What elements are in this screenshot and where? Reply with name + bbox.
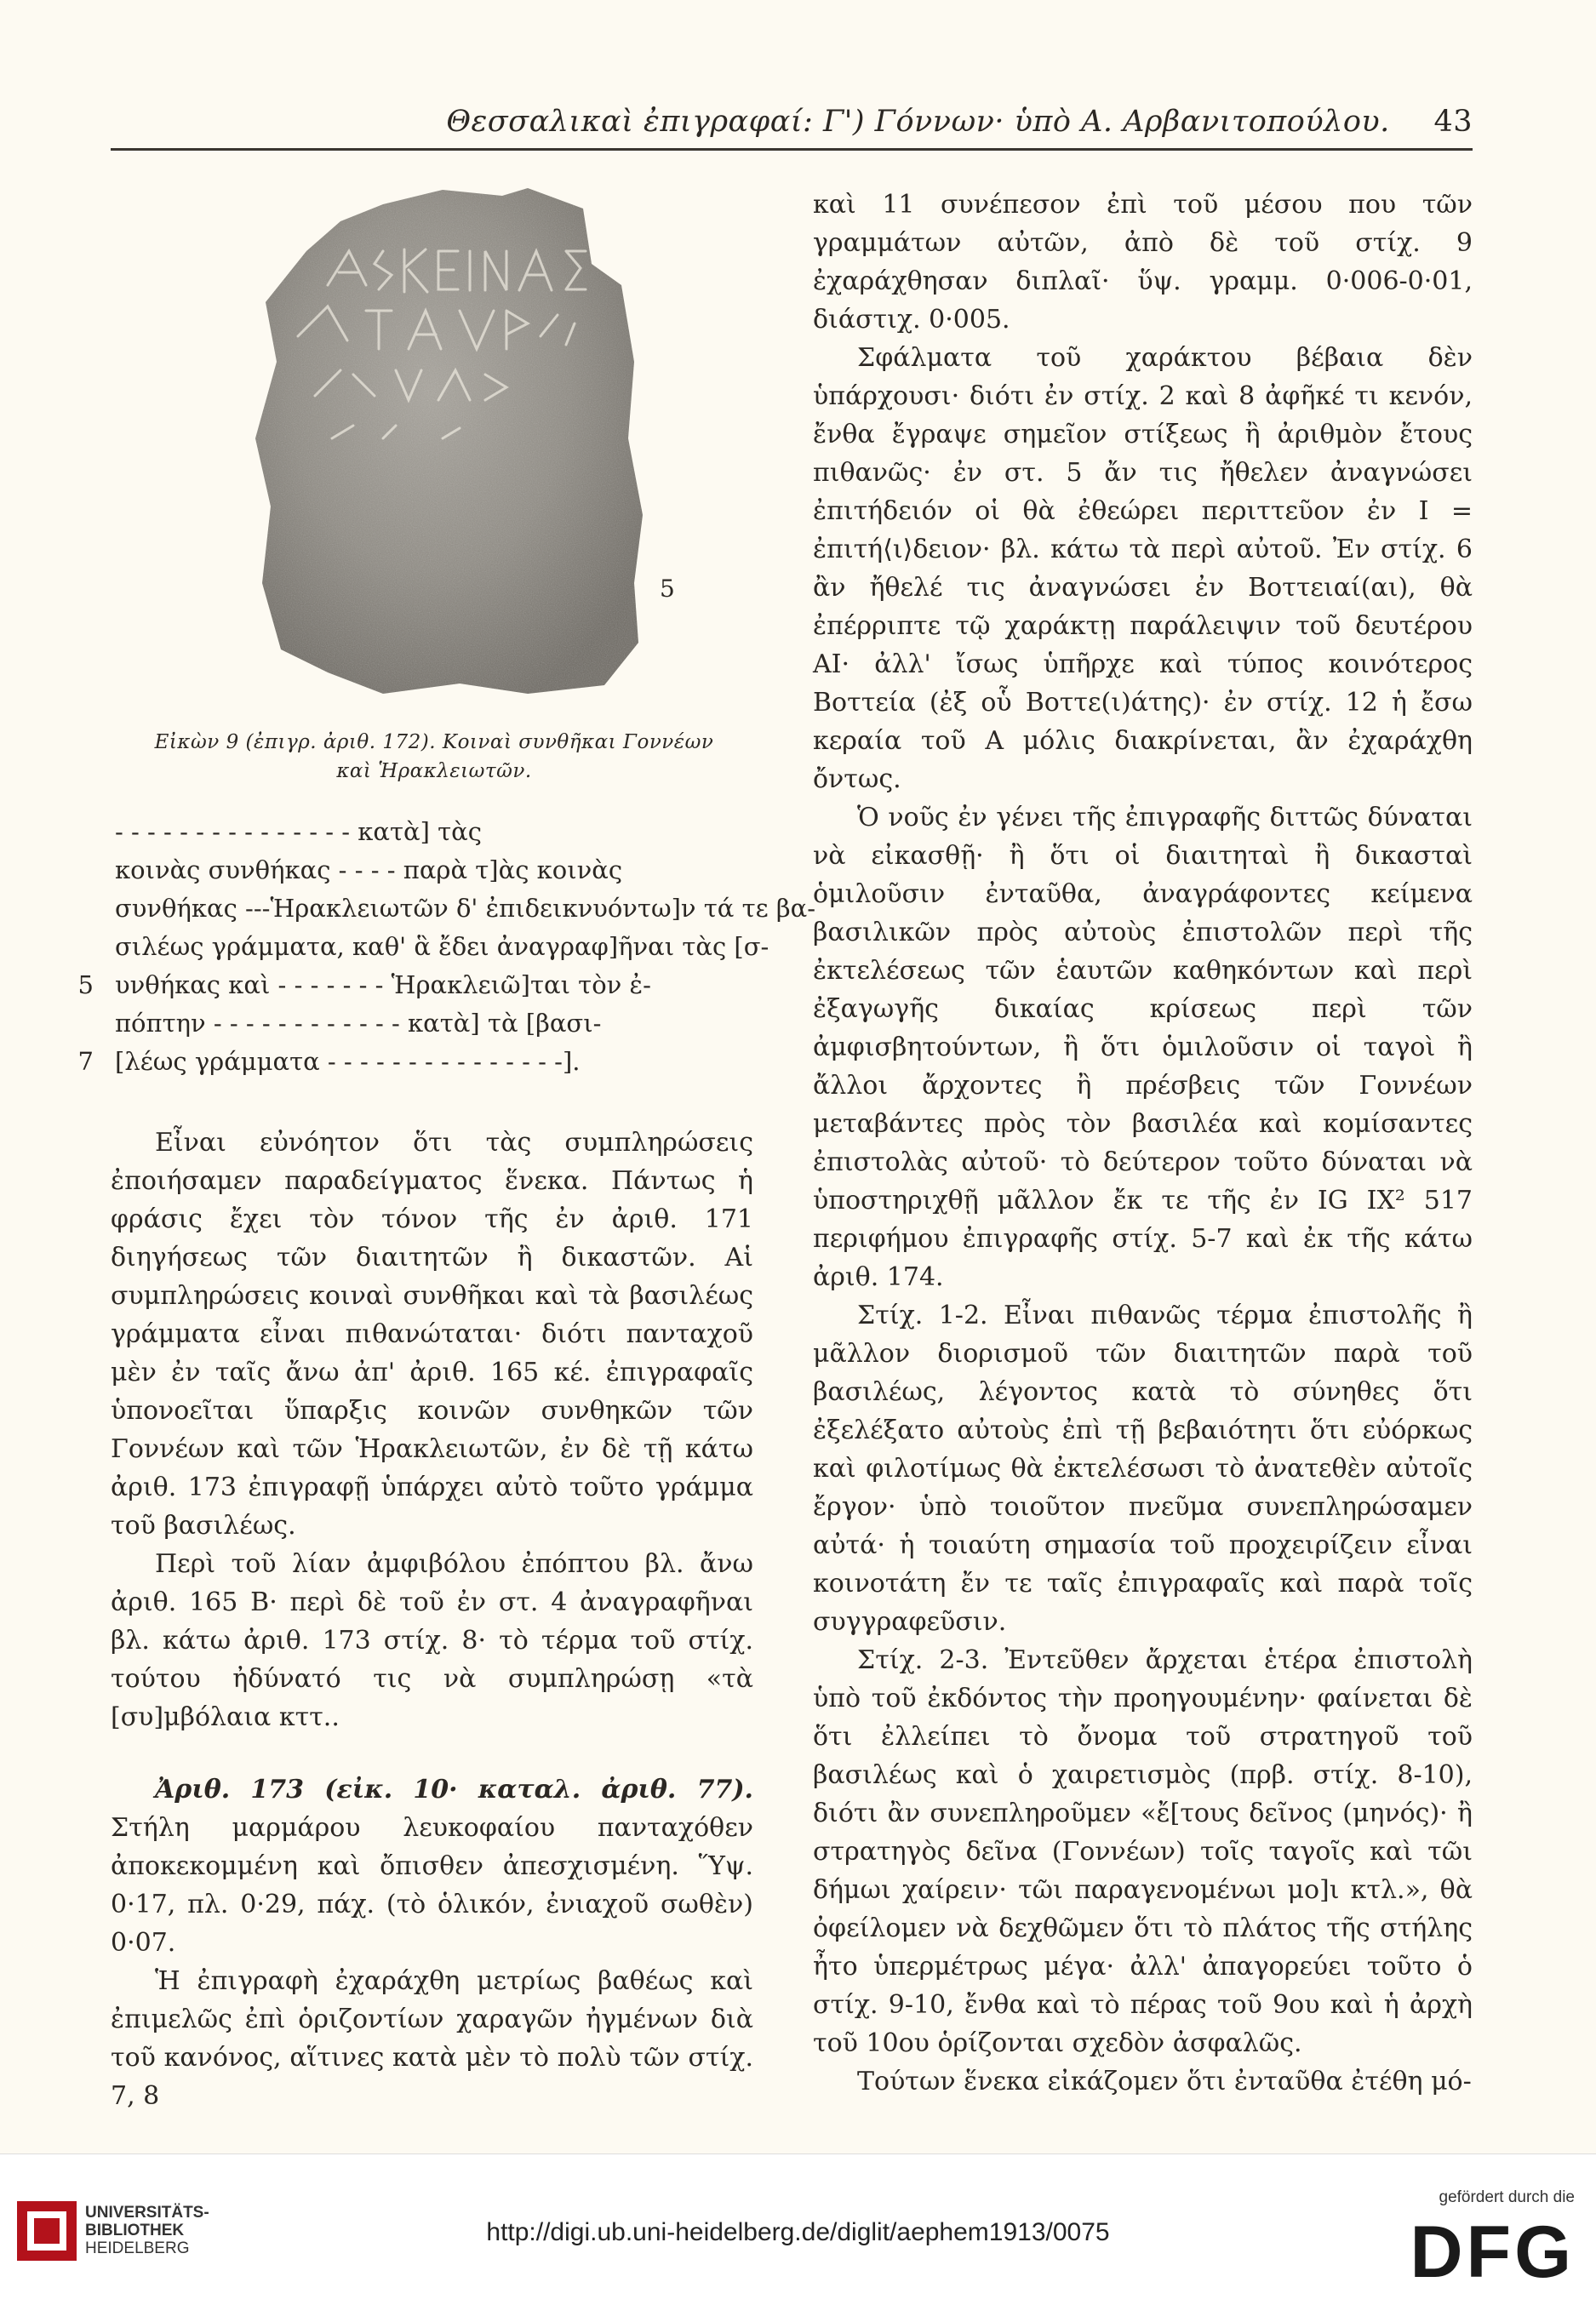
transcription-line (68, 928, 769, 966)
entry-173 (111, 1770, 753, 1962)
transcription-line (68, 851, 758, 889)
transcription-line (68, 966, 758, 1004)
page-number: 43 (1433, 105, 1473, 139)
line-text: υνθήκας καὶ - - - - - - - Ἡρακλειῶ]ται τὸν ἐ- (115, 970, 651, 999)
running-header (111, 95, 1473, 151)
right-column (813, 186, 1473, 2101)
left-column (111, 1124, 753, 2115)
caption-line-1: Εἰκὼν 9 (ἐπιγρ. ἀριθ. 172). Κοιναὶ συνθῆκαι Γοννέων (154, 731, 714, 753)
transcription-line (68, 889, 816, 928)
line-text: πόπτην - - - - - - - - - - - - κατὰ] τὰ [βασι- (115, 1009, 602, 1038)
library-name-line-1: UNIVERSITÄTS- (85, 2204, 209, 2222)
transcription-line (68, 1043, 758, 1081)
line-text: συνθήκας ---Ἡρακλειωτῶν δ' ἐπιδεικνυόντω]ν τά τε βα- (115, 894, 816, 923)
entry-description: Στήλη μαρμάρου λευκοφαίου πανταχόθεν ἀποκεκομμένη καὶ ὄπισθεν ἀπεσχισμένη. Ὕψ. 0·17, πλ. 0·29, πάχ. (τὸ ὁλικόν, ἐνιαχοῦ σωθὲν) 0·07. (111, 1813, 753, 1958)
line-number: 5 (77, 970, 94, 999)
entry-heading: Ἀριθ. 173 (εἰκ. 10· καταλ. ἀριθ. 77). (155, 1775, 753, 1805)
library-name-line-2: BIBLIOTHEK (85, 2222, 185, 2239)
right-paragraph-1: καὶ 11 συνέπεσον ἐπὶ τοῦ μέσου που τῶν γραμμάτων αὐτῶν, ἀπὸ δὲ τοῦ στίχ. 9 ἐχαράχθησαν διπλαῖ· ὕψ. γραμμ. 0·006-0·01, διάστιχ. 0·005. (813, 190, 1473, 335)
line-text: σιλέως γράμματα, καθ' ἃ ἔδει ἀναγραφ]ῆναι τὰς [σ- (115, 932, 769, 961)
right-paragraph-6: Τούτων ἕνεκα εἰκάζομεν ὅτι ἐνταῦθα ἐτέθη μό- (857, 2067, 1472, 2096)
funding-label: gefördert durch die (1439, 2188, 1575, 2206)
inscription-photo (247, 183, 651, 702)
left-paragraph-2: Περὶ τοῦ λίαν ἀμφιβόλου ἐπόπτου βλ. ἄνω ἀριθ. 165 Β· περὶ δὲ τοῦ ἐν στ. 4 ἀναγραφῆναι βλ. κάτω ἀριθ. 173 στίχ. 8· τὸ τέρμα τοῦ στίχ. τούτου ἠδύνατό τις νὰ συμπληρώσῃ «τὰ [συ]μβόλαια κττ.. (111, 1549, 753, 1732)
caption-line-2: καὶ Ἡρακλειωτῶν. (336, 760, 532, 782)
photo-line-marker: 5 (660, 575, 675, 603)
digitization-footer (0, 2153, 1596, 2305)
source-url-link[interactable]: http://digi.ub.uni-heidelberg.de/diglit/aephem1913/0075 (486, 2218, 1110, 2246)
line-text: [λέως γράμματα - - - - - - - - - - - - - - -]. (115, 1047, 581, 1076)
left-paragraph-1: Εἶναι εὐνόητον ὅτι τὰς συμπληρώσεις ἐποιήσαμεν παραδείγματος ἕνεκα. Πάντως ἡ φράσις ἔχει τὸν τόνον τῆς ἐν ἀριθ. 171 διηγήσεως τῶν διαιτητῶν ἢ δικαστῶν. Αἱ συμπληρώσεις κοιναὶ συνθῆκαι καὶ τὰ βασιλέως γράμματα εἶναι πιθανώταται· διότι πανταχοῦ μὲν ἐν ταῖς ἄνω ἀπ' ἀριθ. 165 κέ. ἐπιγραφαῖς ὑπονοεῖται ὕπαρξις κοινῶν συνθηκῶν τῶν Γοννέων καὶ τῶν Ἡρακλειωτῶν, ἐν δὲ τῇ κάτω ἀριθ. 173 ἐπιγραφῇ ὑπάρχει αὐτὸ τοῦτο γράμμα τοῦ βασιλέως. (111, 1128, 753, 1541)
dfg-logo: DFG (1410, 2211, 1575, 2293)
line-text: - - - - - - - - - - - - - - - κατὰ] τὰς (115, 817, 482, 846)
figure-caption (132, 728, 736, 786)
line-text: κοινὰς συνθήκας - - - - παρὰ τ]ὰς κοινὰς (115, 855, 623, 884)
inscription-transcription (68, 813, 816, 1081)
right-paragraph-4: Στίχ. 1-2. Εἶναι πιθανῶς τέρμα ἐπιστολῆς ἢ μᾶλλον διορισμοῦ τῶν διαιτητῶν παρὰ τοῦ βασιλέως, λέγοντος κατὰ τὸ σύνηθες ὅτι ἐξελέξατο αὐτοὺς ἐπὶ τῇ βεβαιότητι ὅτι εὐόρκως καὶ φιλοτίμως θὰ ἐκτελέσωσι τὸ ἀνατεθὲν αὐτοῖς ἔργον· ὑπὸ τοιοῦτον πνεῦμα συνεπληρώσαμεν αὐτά· ἡ τοιαύτη σημασία τοῦ προχειρίζειν εἶναι κοινοτάτη ἔν τε ταῖς ἐπιγραφαῖς καὶ παρὰ τοῖς συγγραφεῦσιν. (813, 1301, 1473, 1637)
transcription-line (68, 813, 758, 851)
left-paragraph-4: Ἡ ἐπιγραφὴ ἐχαράχθη μετρίως βαθέως καὶ ἐπιμελῶς ἐπὶ ὁριζοντίων χαραγῶν ἠγμένων διὰ τοῦ κανόνος, αἵτινες κατὰ μὲν τὸ πολὺ τῶν στίχ. 7, 8 (111, 1966, 753, 2111)
right-paragraph-3: Ὁ νοῦς ἐν γένει τῆς ἐπιγραφῆς διττῶς δύναται νὰ εἰκασθῇ· ἢ ὅτι οἱ διαιτηταὶ ἢ δικασταὶ ὁμιλοῦσιν ἐνταῦθα, ἀναγράφοντες κείμενα βασιλικῶν πρὸς αὐτοὺς ἐπιστολῶν περὶ τῆς ἐκτελέσεως τῶν ἑαυτῶν καθηκόντων καὶ περὶ ἐξαγωγῆς δικαίας κρίσεως περὶ τῶν ἀμφισβητούντων, ἢ ὅτι ὁμιλοῦσιν οἱ ταγοὶ ἢ ἄλλοι ἄρχοντες ἢ πρέσβεις τῶν Γοννέων μεταβάντες πρὸς τὸν βασιλέα καὶ κομίσαντες ἐπιστολὰς αὐτοῦ· τὸ δεύτερον τοῦτο δύναται νὰ ὑποστηριχθῇ μᾶλλον ἔκ τε τῆς ἐν IG IX² 517 περιφήμου ἐπιγραφῆς στίχ. 5-7 καὶ ἐκ τῆς κάτω ἀριθ. 174. (813, 803, 1473, 1292)
transcription-line (68, 1004, 758, 1043)
line-number: 7 (77, 1047, 94, 1076)
running-title: Θεσσαλικαὶ ἐπιγραφαί: Γ') Γόννων· ὑπὸ Α. Αρβανιτοπούλου. (446, 105, 1390, 139)
library-name-line-3: HEIDELBERG (85, 2239, 190, 2257)
right-paragraph-2: Σφάλματα τοῦ χαράκτου βέβαια δὲν ὑπάρχουσι· διότι ἐν στίχ. 2 καὶ 8 ἀφῆκέ τι κενόν, ἔνθα ἔγραψε σημεῖον στίξεως ἢ ἀριθμὸν ἔτους πιθανῶς· ἐν στ. 5 ἄν τις ἤθελεν ἀναγνώσει ἐπιτήδειόν οἱ θὰ ἐθεώρει περιττεῦον ἐν Ι = ἐπιτή⟨ι⟩δειον· βλ. κάτω τὰ περὶ αὐτοῦ. Ἐν στίχ. 6 ἂν ἤθελέ τις ἀναγνώσει ἐν Βοττειαί(αι), θὰ ἐπέρριπτε τῷ χαράκτῃ παράλειψιν τοῦ δευτέρου ΑΙ· ἀλλ' ἴσως ὑπῆρχε καὶ τύπος κοινότερος Βοττεία (ἐξ οὗ Βοττε(ι)άτης)· ἐν στίχ. 12 ἡ ἔσω κεραία τοῦ Α μόλις διακρίνεται, ἂν ἐχαράχθη ὄντως. (813, 343, 1473, 794)
right-paragraph-5: Στίχ. 2-3. Ἐντεῦθεν ἄρχεται ἑτέρα ἐπιστολὴ ὑπὸ τοῦ ἐκδόντος τὴν προηγουμένην· φαίνεται δὲ ὅτι ἐλλείπει τὸ ὄνομα τοῦ στρατηγοῦ τοῦ βασιλέως καὶ ὁ χαιρετισμὸς (πρβ. στίχ. 8-10), διότι ἂν συνεπληροῦμεν «ἔ[τους δεῖνος (μηνός)· ἢ στρατηγὸς δεῖνα (Γοννέων) τοῖς ταγοῖς καὶ τῶι δήμωι χαίρειν· τῶι παραγενομένωι μο]ι κτλ.», θὰ ὀφείλομεν νὰ δεχθῶμεν ὅτι τὸ πλάτος τῆς στήλης ἦτο ὑπερμέτρως μέγα· ἀλλ' ἀπαγορεύει τοῦτο ὁ στίχ. 9-10, ἔνθα καὶ τὸ πέρας τοῦ 9ου καὶ ἡ ἀρχὴ τοῦ 10ου ὁρίζονται σχεδὸν ἀσφαλῶς. (813, 1645, 1473, 2058)
